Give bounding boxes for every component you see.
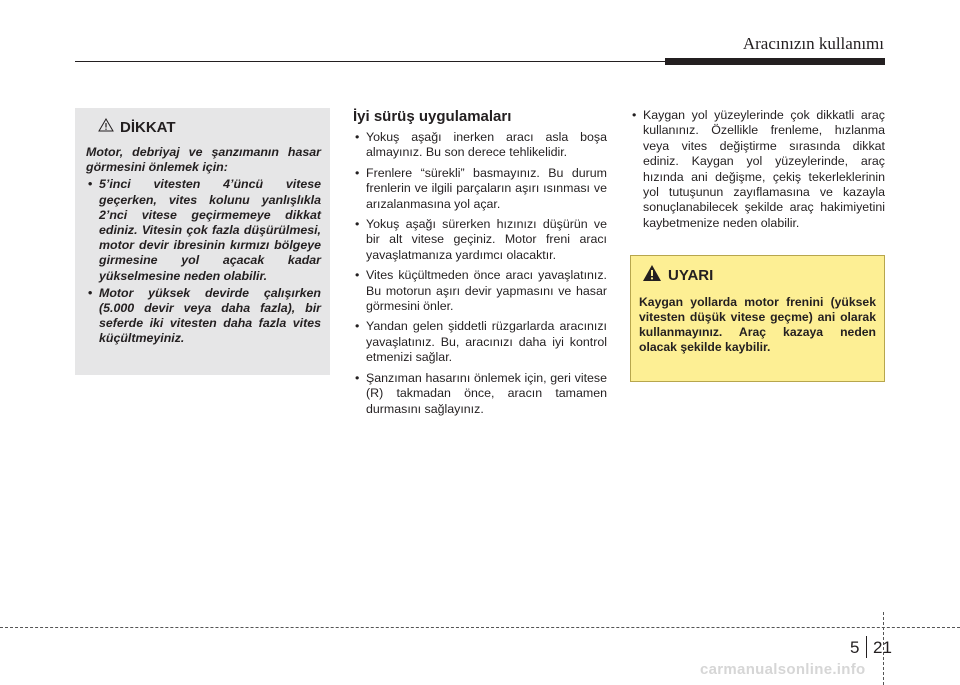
warning-title — [642, 264, 876, 287]
warning-triangle-filled-icon — [642, 264, 662, 287]
tip-item: • Kaygan yol yüzeylerinde çok dikkatli araç kullanınız. Özellikle frenleme, hızlanma veya vites değiştirme sırasında dikkat ediniz. Kaygan yol yüzeylerinde, araç hızında ani değişme, çekiş tekerleklerinin yol tutuşunun zayıflamasına ve kazayla sonuçlanabilecek şekilde araç hakimiyetini kaybetmenize neden olabilir. — [630, 108, 885, 231]
caution-title-text: DİKKAT — [120, 119, 176, 136]
caution-item: • 5’inci vitesten 4’üncü vitese geçerken, vites kolunu yanlışlıkla 2’nci vitese geçirmemeye dikkat ediniz. Vitesin çok fazla düşürülmesi, motor devir ibresinin kırmızı bölgeye girmesine yol açacak kadar yükselmesine neden olabilir. — [86, 177, 321, 283]
tips-list-continued — [630, 108, 885, 231]
caution-title — [98, 118, 321, 137]
chapter-number: 5 — [850, 638, 860, 657]
caution-box — [75, 108, 330, 375]
tip-item: • Vites küçültmeden önce aracı yavaşlatınız. Bu motorun aşırı devir yapmasını ve hasar görmesini önler. — [353, 268, 607, 314]
right-column — [630, 108, 885, 236]
caution-item: • Motor yüksek devirde çalışırken (5.000 devir veya daha fazla), bir seferde iki vitesten daha fazla vites küçültmeyiniz. — [86, 286, 321, 347]
tip-item: • Frenlere “sürekli” basmayınız. Bu durum frenlerin ve ilgili parçaların aşırı ısınması ve arızalanmasına yol açar. — [353, 166, 607, 212]
warning-title-text: UYARI — [668, 267, 714, 284]
tip-item: • Şanzıman hasarını önlemek için, geri vitese (R) takmadan önce, aracın tamamen durmasını sağlayınız. — [353, 371, 607, 417]
tips-list — [353, 130, 607, 417]
tip-item: • Yandan gelen şiddetli rüzgarlarda aracınızı yavaşlatınız. Bu, aracınızı daha iyi kontrol etmenizi sağlar. — [353, 319, 607, 365]
warning-text: Kaygan yollarda motor frenini (yüksek vitesten düşük vitese geçme) ani olarak kullanmayınız. Araç kazaya neden olacak şekilde kaybilir. — [639, 295, 876, 354]
main-column — [353, 108, 607, 422]
tip-item: • Yokuş aşağı inerken aracı asla boşa almayınız. Bu son derece tehlikelidir. — [353, 130, 607, 161]
tip-item: • Yokuş aşağı sürerken hızınızı düşürün ve bir alt vitese geçiniz. Motor freni aracı yavaşlatmanıza yardımcı olacaktır. — [353, 217, 607, 263]
warning-box — [630, 255, 885, 382]
footer-dashed-line — [0, 627, 960, 628]
caution-list — [86, 177, 321, 346]
caution-intro: Motor, debriyaj ve şanzımanın hasar görmesini önlemek için: — [86, 145, 321, 175]
header-title: Aracınızın kullanımı — [742, 34, 884, 53]
page-number: 21 — [873, 638, 892, 657]
warning-triangle-outline-icon — [98, 118, 114, 137]
watermark: carmanualsonline.info — [700, 661, 866, 678]
section-heading: İyi sürüş uygulamaları — [353, 108, 512, 125]
header-rule — [75, 61, 665, 62]
header-rule-thick — [665, 58, 885, 65]
caution-body — [86, 145, 321, 347]
page-number-divider — [866, 636, 867, 658]
